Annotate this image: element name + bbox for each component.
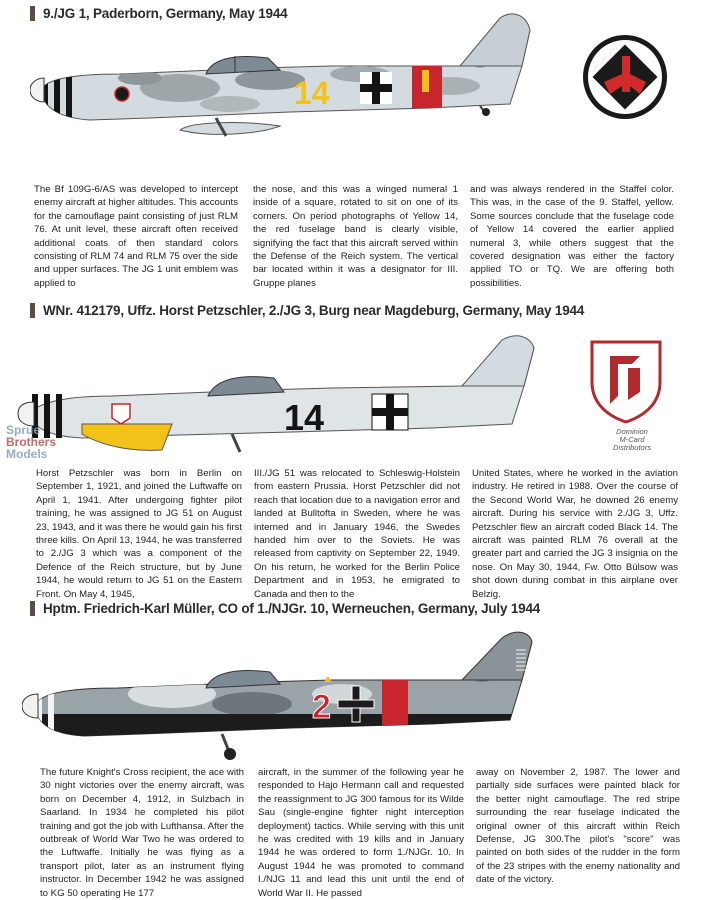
distributor-line-3: Distributors [613,443,651,452]
watermark [6,424,56,460]
fuselage-code: 14 [284,397,325,438]
section-2-header [30,303,584,318]
distributor-stamp [592,428,672,452]
aircraft-profile-red-2 [22,620,562,770]
section-3-text-col-2: aircraft, in the summer of the following year he responded to Hajo Hermann call and requested the reassignment to JG 300 famous for its Wilde Sau (single-engine fighter night interception deployment) tactics. While serving with this unit he was credited with 19 kills and in January 1944 he was ordered to form 1./NJGr. 10. In August 1944 he was promoted to command I./NJG 11 and lead this unit until the end of World War II. He passed [258,767,464,899]
section-2-text-col-1: Horst Petzschler was born in Berlin on September 1, 1921, and joined the Luftwaffe on April 1, 1941. After undergoing fighter pilot training, he was assigned to JG 51 on August 23, 1943, and it was there he would gain his first three kills. On April 13, 1944, he was transferred to 2./JG 3 which was a component of the Defence of the Reich structure, but by June 1944, he would return to JG 51 on the Eastern Front. On May 4, 1945, [36,468,242,600]
watermark-line-3: Models [6,447,48,461]
section-1-text-col-2: the nose, and this was a winged numeral 1 inside of a square, rotated to sit on one of its corners. On period photographs of Yellow 14, the red fuselage band is clearly visible, signifying the fact that this aircraft served within the Defense of the Reich system. The vertical bar located within it was a designator for III. Gruppe planes [253,184,458,289]
section-2-text-col-2: III./JG 51 was relocated to Schleswig-Holstein from eastern Prussia. Horst Petzschler did not reach that location due to a navigation error and landed at Bulltofta in Sweden, where he was interned and in January 1946, the Swedes handed him over to the Soviets. He was released from captivity on September 22, 1949. On his return, he worked for the Berlin Police Department and in 1953, he emigrated to Canada and then to the [254,468,460,600]
section-3-header [30,601,540,616]
header-marker [30,303,35,318]
jg1-unit-emblem [582,34,668,120]
section-3-text-col-1: The future Knight's Cross recipient, the ace with 30 night victories over the enemy aircraft, was born on December 4, 1912, in Sulzbach in Saarland. In 1934 he completed his pilot training and got the job with Lufthansa. After the outbreak of World War Two he was ordered to the Luftwaffe. Initially he was flying as a transport pilot, later as an instrument flying instructor. In December 1942 he was assigned to KG 50 operating He 177 [40,767,244,899]
fuselage-code: 14 [294,75,330,111]
section-2-title: WNr. 412179, Uffz. Horst Petzschler, 2./JG 3, Burg near Magdeburg, Germany, May 1944 [43,303,585,318]
watermark-line-2: Brothers [6,435,57,449]
aircraft-profile-black-14 [12,324,552,464]
section-1-text-col-1: The Bf 109G-6/AS was developed to intercept enemy aircraft at higher altitudes. This accounts for the camouflage paint consisting of just RLM 76. At unit level, these aircraft often received additional coats of then standard colors consisting of RLM 74 and RLM 75 over the side and upper surfaces. The JG 1 unit emblem was applied to [34,184,238,289]
balkenkreuz-icon [372,394,408,430]
section-1-text-col-3: and was always rendered in the Staffel color. This was, in the case of the 9. Staffel, yellow. Some sources conclude that the fuselage code of Yellow 14 covered the earlier applied numeral 3, while others suggest that the covered designation was either the factory applied TO or TQ. We are offering both possibilities. [470,184,674,289]
section-2-text-col-3: United States, where he worked in the aviation industry. He retired in 1988. Over the course of the Second World War, he downed 26 enemy aircraft. During his service with 2./JG 3, Uffz. Petzschler flew an aircraft coded Black 14. The aircraft was painted RLM 76 overall at the greater part and carried the JG 3 insignia on the nose. On May 30, 1944, Fw. Otto Bülsow was shot down during combat in this airplane over Belzig. [472,468,678,600]
section-3-text-col-3: away on November 2, 1987. The lower and partially side surfaces were painted black for the better night camouflage. The red stripe surrounding the rear fuselage indicated the original owner of this aircraft within Reich Defense, JG 300.The pilot's "score" was painted on both sides of the rudder in the form of the 23 stripes with the enemy nationality and date of the victory. [476,767,680,886]
header-marker [30,601,35,616]
section-3-title: Hptm. Friedrich-Karl Müller, CO of 1./NJGr. 10, Werneuchen, Germany, July 1944 [43,601,541,616]
section-1-title: 9./JG 1, Paderborn, Germany, May 1944 [43,6,288,21]
fuselage-code: 2 [312,688,331,726]
jg3-unit-emblem [588,338,664,424]
watermark-line-1: Sprue [6,423,41,437]
aircraft-profile-yellow-14 [30,8,550,178]
distributor-line-2: M-Card [619,435,645,444]
distributor-line-1: Dominion [616,427,648,436]
balkenkreuz-icon [360,72,392,104]
